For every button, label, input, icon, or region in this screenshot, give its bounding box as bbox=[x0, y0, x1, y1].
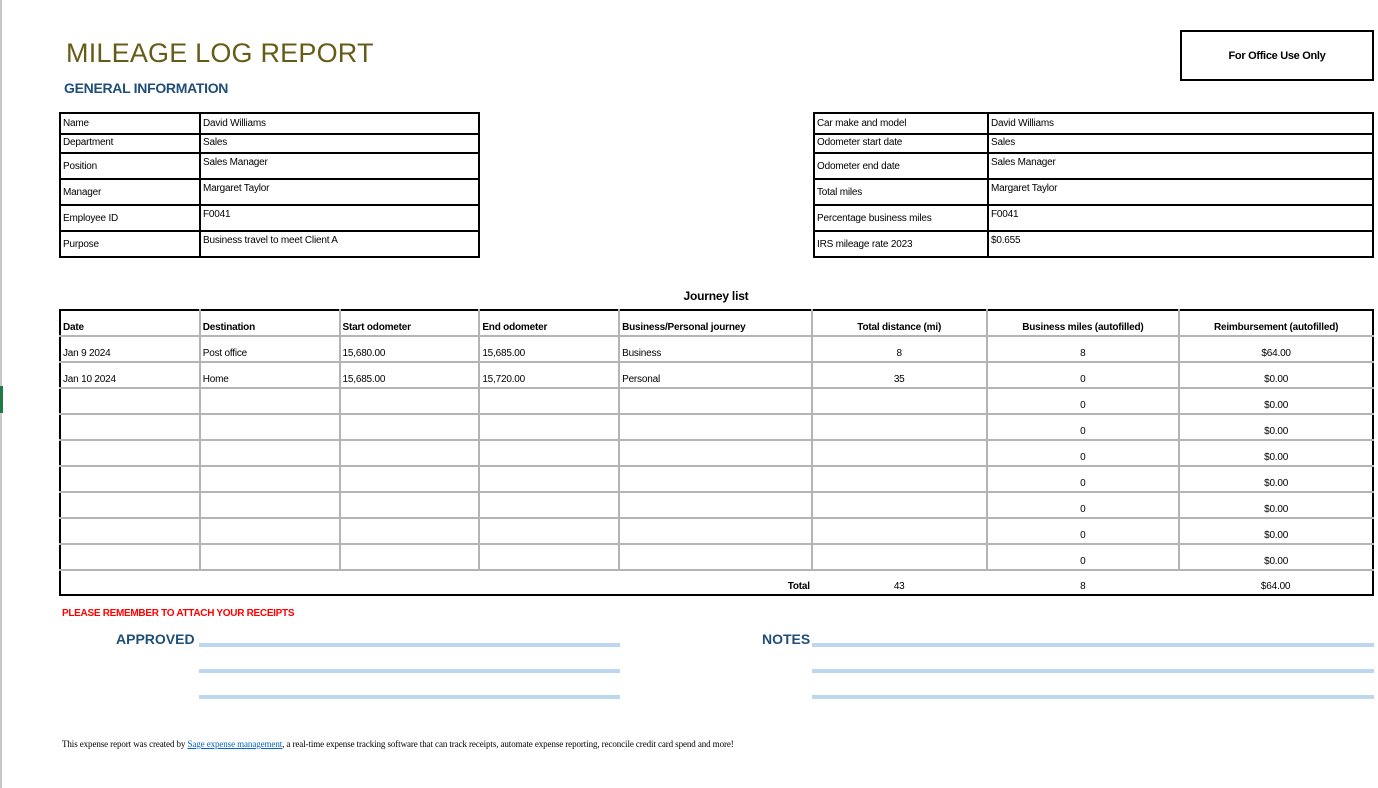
cell-business-miles[interactable]: 0 bbox=[987, 388, 1180, 414]
info-label: Odometer end date bbox=[814, 153, 988, 179]
notes-label: NOTES bbox=[762, 631, 811, 647]
info-value-total-miles[interactable]: Margaret Taylor bbox=[988, 179, 1373, 205]
info-value-car[interactable]: David Williams bbox=[988, 113, 1373, 134]
cell-date[interactable] bbox=[60, 492, 200, 518]
general-info-left-table bbox=[59, 112, 480, 258]
cell-end-odometer[interactable] bbox=[479, 440, 619, 466]
cell-destination[interactable]: Post office bbox=[200, 336, 340, 362]
cell-business-miles[interactable]: 0 bbox=[987, 544, 1180, 570]
cell-start-odometer[interactable] bbox=[340, 466, 480, 492]
info-row-purpose bbox=[60, 231, 479, 257]
cell-start-odometer[interactable]: 15,685.00 bbox=[340, 362, 480, 388]
journey-list-title: Journey list bbox=[683, 289, 749, 303]
cell-total-distance[interactable] bbox=[812, 440, 987, 466]
col-reimbursement: Reimbursement (autofilled) bbox=[1179, 310, 1373, 336]
cell-business-miles[interactable]: 0 bbox=[987, 414, 1180, 440]
cell-reimbursement[interactable]: $0.00 bbox=[1179, 492, 1373, 518]
approved-line-3[interactable] bbox=[199, 695, 620, 699]
info-row-irs-rate bbox=[814, 231, 1373, 257]
col-journey-type: Business/Personal journey bbox=[619, 310, 812, 336]
cell-start-odometer[interactable] bbox=[340, 440, 480, 466]
info-label: Position bbox=[60, 153, 200, 179]
info-row-car bbox=[814, 113, 1373, 134]
info-row-odometer-start bbox=[814, 134, 1373, 153]
cell-journey-type[interactable] bbox=[619, 388, 812, 414]
cell-start-odometer[interactable] bbox=[340, 544, 480, 570]
col-date: Date bbox=[60, 310, 200, 336]
cell-start-odometer[interactable] bbox=[340, 414, 480, 440]
report-title: MILEAGE LOG REPORT bbox=[66, 38, 374, 68]
cell-destination[interactable] bbox=[200, 518, 340, 544]
info-row-employee-id bbox=[60, 205, 479, 231]
journey-row bbox=[60, 440, 1373, 466]
total-label: Total bbox=[619, 570, 812, 595]
cell-date[interactable]: Jan 10 2024 bbox=[60, 362, 200, 388]
cell-journey-type[interactable] bbox=[619, 518, 812, 544]
cell-destination[interactable] bbox=[200, 414, 340, 440]
cell-total-distance[interactable] bbox=[812, 492, 987, 518]
cell-destination[interactable] bbox=[200, 440, 340, 466]
cell-reimbursement[interactable]: $0.00 bbox=[1179, 466, 1373, 492]
cell-journey-type[interactable]: Business bbox=[619, 336, 812, 362]
total-business-miles-value: 8 bbox=[987, 570, 1180, 595]
footer-note bbox=[62, 739, 734, 749]
cell-reimbursement[interactable]: $64.00 bbox=[1179, 336, 1373, 362]
col-destination: Destination bbox=[200, 310, 340, 336]
cell-reimbursement[interactable]: $0.00 bbox=[1179, 518, 1373, 544]
notes-line-2[interactable] bbox=[812, 669, 1374, 673]
journey-row bbox=[60, 336, 1373, 362]
office-use-box[interactable] bbox=[1180, 30, 1374, 81]
info-row-name bbox=[60, 113, 479, 134]
cell-date[interactable] bbox=[60, 518, 200, 544]
info-value-manager[interactable]: Margaret Taylor bbox=[200, 179, 479, 205]
cell-end-odometer[interactable] bbox=[479, 414, 619, 440]
approved-label: APPROVED bbox=[116, 631, 195, 647]
cell-end-odometer[interactable]: 15,685.00 bbox=[479, 336, 619, 362]
cell-end-odometer[interactable] bbox=[479, 466, 619, 492]
cell-end-odometer[interactable] bbox=[479, 492, 619, 518]
total-reimbursement-value: $64.00 bbox=[1179, 570, 1373, 595]
info-value-purpose[interactable]: Business travel to meet Client A bbox=[200, 231, 479, 257]
cell-date[interactable] bbox=[60, 466, 200, 492]
cell-destination[interactable] bbox=[200, 544, 340, 570]
cell-start-odometer[interactable] bbox=[340, 388, 480, 414]
notes-line-3[interactable] bbox=[812, 695, 1374, 699]
cell-journey-type[interactable] bbox=[619, 544, 812, 570]
info-row-manager bbox=[60, 179, 479, 205]
info-label: Department bbox=[60, 134, 200, 153]
cell-journey-type[interactable] bbox=[619, 440, 812, 466]
info-row-percentage bbox=[814, 205, 1373, 231]
journey-row bbox=[60, 518, 1373, 544]
info-row-odometer-end bbox=[814, 153, 1373, 179]
cell-business-miles[interactable]: 8 bbox=[987, 336, 1180, 362]
cell-reimbursement[interactable]: $0.00 bbox=[1179, 414, 1373, 440]
cell-journey-type[interactable]: Personal bbox=[619, 362, 812, 388]
cell-business-miles[interactable]: 0 bbox=[987, 362, 1180, 388]
cell-reimbursement[interactable]: $0.00 bbox=[1179, 388, 1373, 414]
cell-end-odometer[interactable]: 15,720.00 bbox=[479, 362, 619, 388]
col-total-distance: Total distance (mi) bbox=[812, 310, 987, 336]
info-value-odometer-end[interactable]: Sales Manager bbox=[988, 153, 1373, 179]
journey-table bbox=[59, 309, 1374, 596]
approved-line-1[interactable] bbox=[199, 643, 620, 647]
info-value-name[interactable]: David Williams bbox=[200, 113, 479, 134]
cell-reimbursement[interactable]: $0.00 bbox=[1179, 440, 1373, 466]
cell-date[interactable] bbox=[60, 544, 200, 570]
col-start-odometer: Start odometer bbox=[340, 310, 480, 336]
journey-total-row bbox=[60, 570, 1373, 595]
info-label: Employee ID bbox=[60, 205, 200, 231]
cell-journey-type[interactable] bbox=[619, 414, 812, 440]
cell-end-odometer[interactable] bbox=[479, 544, 619, 570]
info-row-department bbox=[60, 134, 479, 153]
cell-destination[interactable] bbox=[200, 388, 340, 414]
row-selection-marker bbox=[0, 386, 3, 413]
info-label: Name bbox=[60, 113, 200, 134]
cell-journey-type[interactable] bbox=[619, 466, 812, 492]
notes-line-1[interactable] bbox=[812, 643, 1374, 647]
cell-end-odometer[interactable] bbox=[479, 388, 619, 414]
journey-header-row bbox=[60, 310, 1373, 336]
info-label: IRS mileage rate 2023 bbox=[814, 231, 988, 257]
cell-reimbursement[interactable]: $0.00 bbox=[1179, 362, 1373, 388]
cell-journey-type[interactable] bbox=[619, 492, 812, 518]
cell-reimbursement[interactable]: $0.00 bbox=[1179, 544, 1373, 570]
info-label: Total miles bbox=[814, 179, 988, 205]
journey-row bbox=[60, 466, 1373, 492]
cell-total-distance[interactable] bbox=[812, 544, 987, 570]
approved-line-2[interactable] bbox=[199, 669, 620, 673]
sage-expense-link[interactable]: Sage expense management bbox=[187, 739, 283, 749]
cell-total-distance[interactable] bbox=[812, 414, 987, 440]
info-value-position[interactable]: Sales Manager bbox=[200, 153, 479, 179]
info-label: Manager bbox=[60, 179, 200, 205]
info-label: Odometer start date bbox=[814, 134, 988, 153]
cell-destination[interactable] bbox=[200, 466, 340, 492]
cell-start-odometer[interactable] bbox=[340, 518, 480, 544]
info-value-department[interactable]: Sales bbox=[200, 134, 479, 153]
info-value-employee-id[interactable]: F0041 bbox=[200, 205, 479, 231]
info-row-position bbox=[60, 153, 479, 179]
cell-business-miles[interactable]: 0 bbox=[987, 518, 1180, 544]
general-info-right-table bbox=[813, 112, 1374, 258]
journey-row bbox=[60, 544, 1373, 570]
info-value-percentage[interactable]: F0041 bbox=[988, 205, 1373, 231]
total-distance-value: 43 bbox=[812, 570, 987, 595]
journey-row bbox=[60, 492, 1373, 518]
info-value-irs-rate[interactable]: $0.655 bbox=[988, 231, 1373, 257]
cell-business-miles[interactable]: 0 bbox=[987, 440, 1180, 466]
cell-business-miles[interactable]: 0 bbox=[987, 466, 1180, 492]
cell-date[interactable] bbox=[60, 414, 200, 440]
cell-date[interactable] bbox=[60, 440, 200, 466]
cell-date[interactable] bbox=[60, 388, 200, 414]
col-end-odometer: End odometer bbox=[479, 310, 619, 336]
col-business-miles: Business miles (autofilled) bbox=[987, 310, 1180, 336]
footer-suffix: , a real-time expense tracking software that can track receipts, automate expense reporting, reconcile credit card spend and more! bbox=[282, 739, 734, 749]
cell-destination[interactable]: Home bbox=[200, 362, 340, 388]
attach-receipts-reminder: PLEASE REMEMBER TO ATTACH YOUR RECEIPTS bbox=[62, 608, 295, 619]
cell-total-distance[interactable] bbox=[812, 466, 987, 492]
cell-total-distance[interactable] bbox=[812, 388, 987, 414]
cell-start-odometer[interactable]: 15,680.00 bbox=[340, 336, 480, 362]
cell-total-distance[interactable]: 35 bbox=[812, 362, 987, 388]
journey-row bbox=[60, 414, 1373, 440]
info-label: Car make and model bbox=[814, 113, 988, 134]
office-use-label: For Office Use Only bbox=[1228, 49, 1326, 62]
cell-start-odometer[interactable] bbox=[340, 492, 480, 518]
info-label: Purpose bbox=[60, 231, 200, 257]
cell-business-miles[interactable]: 0 bbox=[987, 492, 1180, 518]
cell-date[interactable]: Jan 9 2024 bbox=[60, 336, 200, 362]
journey-row bbox=[60, 388, 1373, 414]
cell-end-odometer[interactable] bbox=[479, 518, 619, 544]
info-label: Percentage business miles bbox=[814, 205, 988, 231]
footer-prefix: This expense report was created by bbox=[62, 739, 188, 749]
cell-total-distance[interactable]: 8 bbox=[812, 336, 987, 362]
info-row-total-miles bbox=[814, 179, 1373, 205]
cell-destination[interactable] bbox=[200, 492, 340, 518]
cell-total-distance[interactable] bbox=[812, 518, 987, 544]
general-information-heading: GENERAL INFORMATION bbox=[64, 80, 229, 96]
info-value-odometer-start[interactable]: Sales bbox=[988, 134, 1373, 153]
journey-row bbox=[60, 362, 1373, 388]
